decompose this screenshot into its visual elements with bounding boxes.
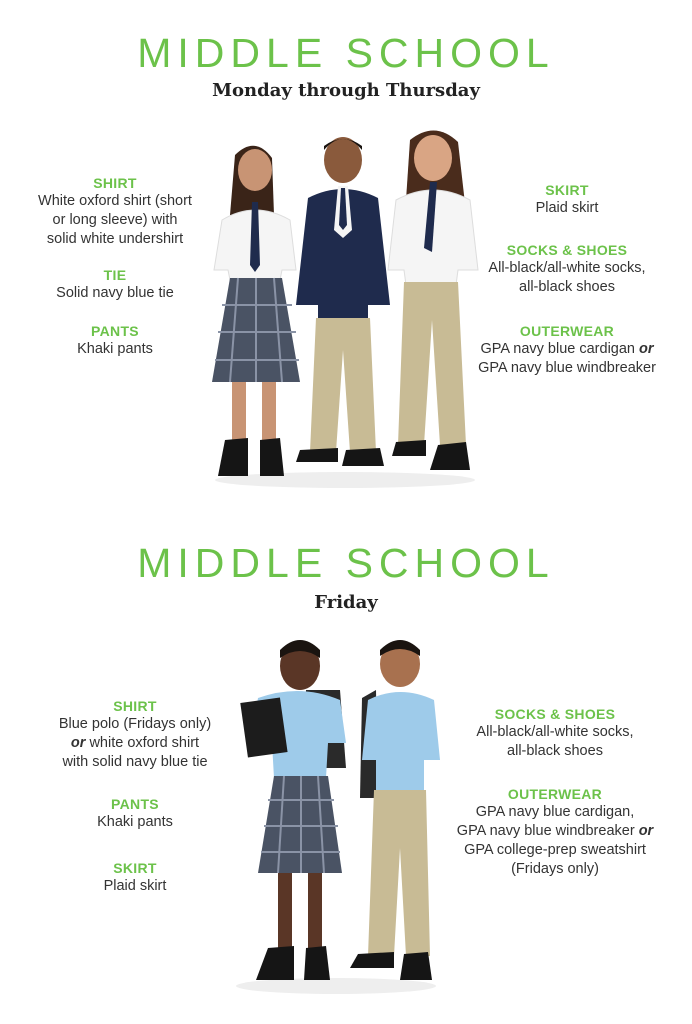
s2-outerwear-block — [440, 785, 670, 879]
s2-outerwear-line2: GPA navy blue windbreaker or — [456, 823, 654, 839]
student2-figure — [296, 137, 390, 466]
section1-subtitle: Monday through Thursday — [212, 80, 480, 101]
s2-skirt-block — [30, 859, 240, 896]
s1-socks-line1: All-black/all-white socks, — [488, 260, 646, 276]
s1-skirt-line1: Plaid skirt — [535, 200, 599, 216]
student3-figure — [388, 130, 478, 470]
student1-figure — [212, 146, 300, 476]
s2-shirt-block — [30, 697, 240, 772]
s2-shirt-line3: with solid navy blue tie — [62, 754, 208, 770]
section1-title: MIDDLE SCHOOL — [137, 30, 555, 76]
section1-students-photo — [200, 120, 490, 495]
s1-tie-line1: Solid navy blue tie — [56, 285, 174, 301]
s1-skirt-block — [462, 181, 672, 218]
student5-figure — [350, 640, 440, 980]
s1-shirt-line3: solid white undershirt — [46, 231, 184, 247]
s1-outerwear-label: OUTERWEAR — [519, 323, 615, 339]
s2-shirt-line2: or white oxford shirt — [70, 735, 200, 751]
s1-outerwear-block — [462, 322, 672, 378]
s1-tie-block — [20, 266, 210, 303]
student4-figure — [240, 640, 346, 980]
s2-skirt-line1: Plaid skirt — [103, 878, 167, 894]
s2-shirt-label: SHIRT — [113, 698, 157, 714]
s2-pants-label: PANTS — [111, 796, 159, 812]
section2-title: MIDDLE SCHOOL — [137, 540, 555, 586]
s1-socks-line2: all-black shoes — [519, 279, 615, 295]
s2-outerwear-line1: GPA navy blue cardigan, — [475, 804, 635, 820]
s2-socks-block — [440, 705, 670, 761]
s2-shirt-line1: Blue polo (Fridays only) — [58, 716, 212, 732]
s1-pants-block — [20, 322, 210, 359]
s1-shirt-line2: or long sleeve) with — [52, 212, 178, 228]
s1-shirt-label: SHIRT — [93, 175, 137, 191]
s1-shirt-line1: White oxford shirt (short — [38, 193, 192, 209]
s2-socks-line2: all-black shoes — [507, 743, 603, 759]
section2-subtitle: Friday — [314, 592, 378, 613]
s2-outerwear-line4: (Fridays only) — [511, 861, 599, 877]
section2-students-photo — [228, 628, 443, 1000]
s1-pants-label: PANTS — [91, 323, 139, 339]
s2-skirt-label: SKIRT — [113, 860, 157, 876]
s1-pants-line1: Khaki pants — [77, 341, 153, 357]
s1-socks-label: SOCKS & SHOES — [506, 242, 628, 258]
s1-outerwear-line2: GPA navy blue windbreaker — [478, 360, 656, 376]
s1-tie-label: TIE — [103, 267, 127, 283]
s1-skirt-label: SKIRT — [545, 182, 589, 198]
s1-socks-block — [462, 241, 672, 297]
s2-pants-block — [30, 795, 240, 832]
s2-socks-line1: All-black/all-white socks, — [476, 724, 634, 740]
s2-outerwear-label: OUTERWEAR — [507, 786, 603, 802]
s2-outerwear-line3: GPA college-prep sweatshirt — [464, 842, 646, 858]
s1-shirt-block — [20, 174, 210, 249]
s2-socks-label: SOCKS & SHOES — [494, 706, 616, 722]
s1-outerwear-line1: GPA navy blue cardigan or — [480, 341, 654, 357]
s2-pants-line1: Khaki pants — [97, 814, 173, 830]
